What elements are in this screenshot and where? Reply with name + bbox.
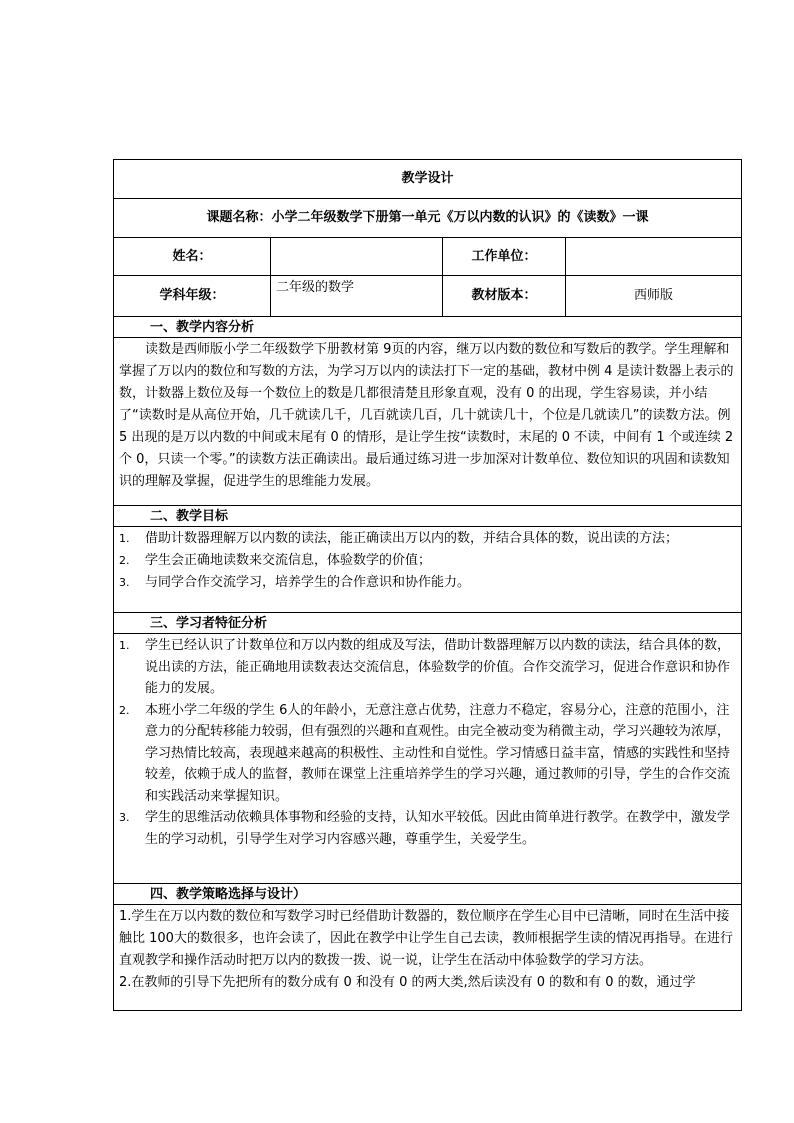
work-unit-label: 工作单位：	[443, 238, 566, 276]
edition-label: 教材版本：	[443, 276, 566, 317]
document-title: 教学设计	[114, 160, 742, 199]
edition-value: 西师版	[566, 276, 742, 317]
section2-heading: 二、教学目标	[114, 506, 742, 527]
lesson-subject: 课题名称：小学二年级数学下册第一单元《万以内数的认识》的《读数》一课	[114, 199, 742, 238]
section1-heading: 一、教学内容分析	[114, 317, 742, 338]
section1-paragraph: 读数是西师版小学二年级数学下册教材第 9页的内容，继万以内数的数位和写数后的教学。学生理解和掌握了万以内的数位和写数的方法，为学习万以内的读法打下一定的基础，教材中例 4 是读计数器上表示的数，计数器上数位及每一个数位上的数是几都很清楚且形象直观，没有 0 的出现，学生容易读，并小结了“读数时是从高位开始，几千就读几千，几百就读几百，几十就读几十，个位是几就读几”的读数方法。例 5 出现的是万以内数的中间或末尾有 0 的情形，是让学生按“读数时，末尾的 0 不读，中间有 1 个或连续 2 个 0，只读一个零。”的读数方法正确读出。最后通过练习进一步加深对计数单位、数位知识的巩固和读数知识的理解及掌握，促进学生的思维能力发展。	[119, 342, 734, 489]
list-item: 3. 与同学合作交流学习，培养学生的合作意识和协作能力。	[119, 575, 471, 590]
name-label: 姓名：	[114, 238, 271, 276]
list-item: 2. 本班小学二年级的学生 6人的年龄小，无意注意占优势，注意力不稳定，容易分心，注意的范围小，注意力的分配转移能力较弱，但有强烈的兴趣和直观性。由完全被动变为稍微主动，学习兴趣较为浓厚，学习热情比较高，表现越来越高的积极性、主动性和自觉性。学习情感日益丰富，情感的实践性和坚持较差，依赖于成人的监督，教师在课堂上注重培养学生的学习兴趣，通过教师的引导，学生的合作交流和实践活动来掌握知识。	[119, 702, 731, 804]
list-item: 1. 借助计数器理解万以内数的读法，能正确读出万以内的数，并结合具体的数，说出读的方法；	[119, 531, 679, 546]
section3-heading: 三、学习者特征分析	[114, 613, 742, 634]
section3-body	[114, 634, 742, 884]
grade-label: 学科年级：	[114, 276, 271, 317]
section4-paragraph-2: 2.在教师的引导下先把所有的数分成有 0 和没有 0 的两大类,然后读没有 0 的数和有 0 的数，通过学	[119, 975, 696, 990]
list-item: 3. 学生的思维活动依赖具体事物和经验的支持，认知水平较低。因此由简单进行教学。在教学中，激发学生的学习动机，引导学生对学习内容感兴趣，尊重学生，关爱学生。	[119, 810, 731, 847]
list-item: 2. 学生会正确地读数来交流信息，体验数学的价值；	[119, 553, 432, 568]
learner-analysis-list	[119, 635, 736, 850]
section1-body	[114, 338, 742, 506]
grade-value: 二年级的数学	[271, 276, 443, 317]
name-value	[271, 238, 443, 276]
section4-heading: 四、教学策略选择与设计）	[114, 884, 742, 905]
list-item: 1. 学生已经认识了计数单位和万以内数的组成及写法，借助计数器理解万以内数的读法，结合具体的数，说出读的方法，能正确地用读数表达交流信息，体验数学的价值。合作交流学习，促进合作意识和协作能力的发展。	[119, 638, 731, 696]
objectives-list	[119, 528, 736, 594]
lesson-design-table	[113, 159, 742, 1011]
work-unit-value	[566, 238, 742, 276]
section4-body	[114, 905, 742, 1011]
section2-body	[114, 527, 742, 613]
section4-paragraph-1: 1.学生在万以内数的数位和写数学习时已经借助计数器的，数位顺序在学生心目中已清晰，同时在生活中接触比 100大的数很多，也许会读了，因此在教学中让学生自己去读，教师根据学生读的情况再指导。在进行直观教学和操作活动时把万以内的数拨一拨、说一说，让学生在活动中体验数学的学习方法。	[119, 909, 733, 968]
